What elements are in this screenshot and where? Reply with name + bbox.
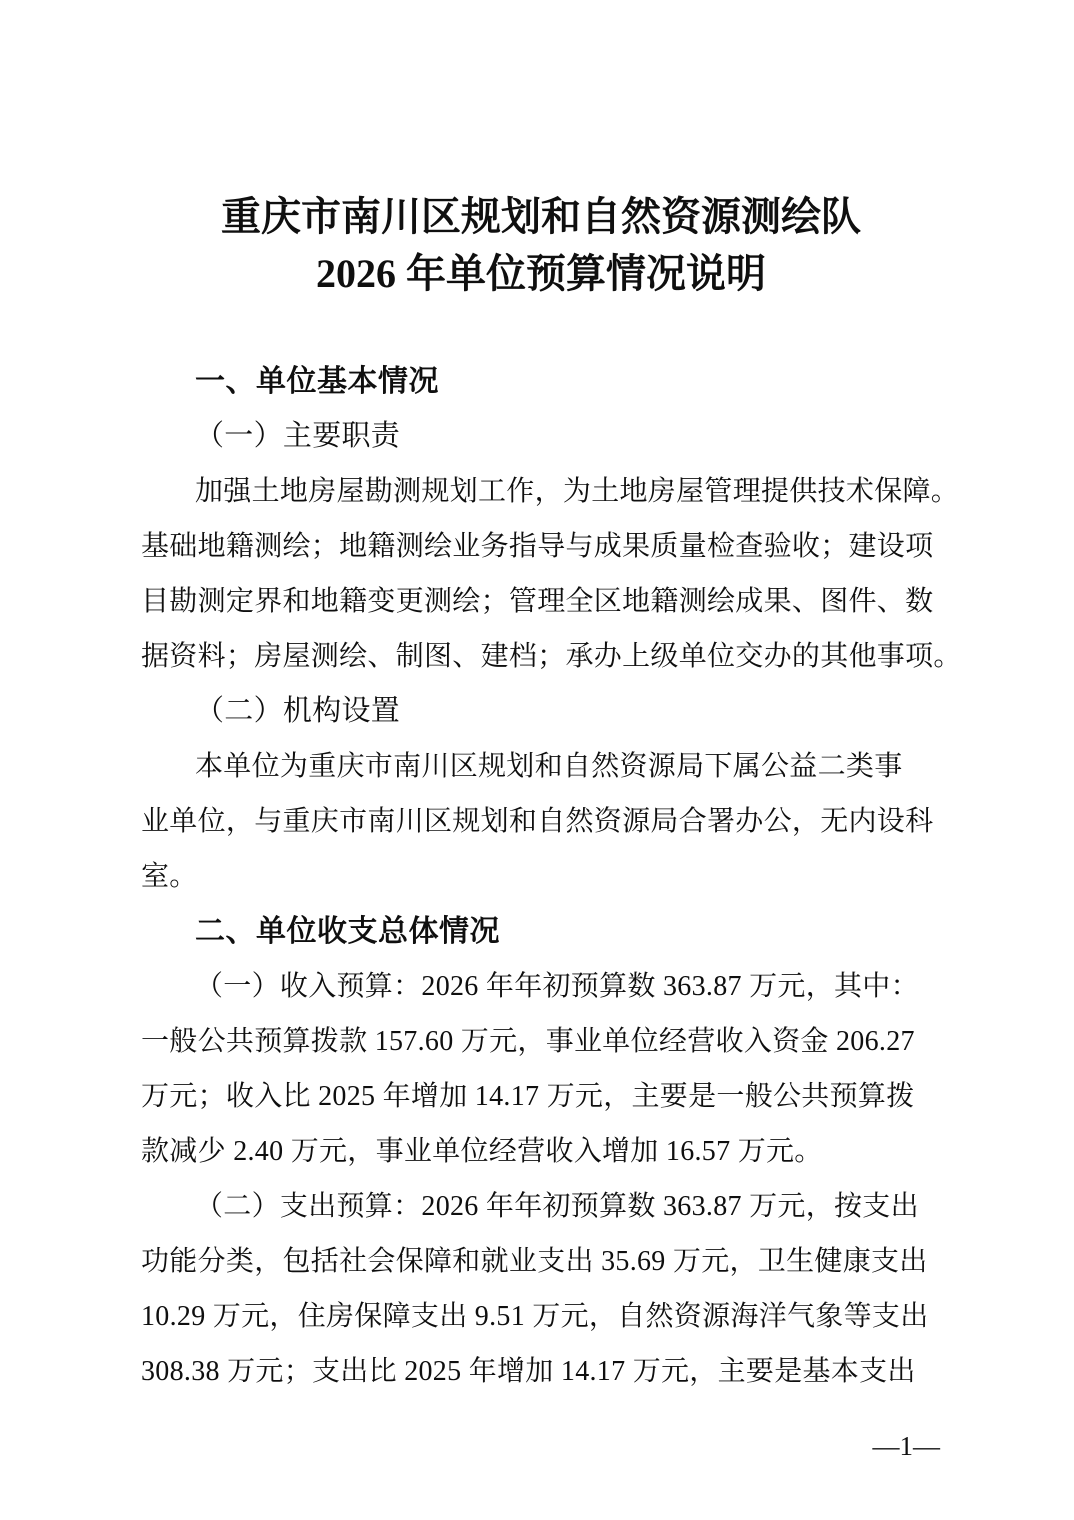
income-budget-paragraph-line: （一）收入预算：2026 年年初预算数 363.87 万元，其中： bbox=[195, 971, 919, 1002]
organization-paragraph-line: 室。 bbox=[141, 861, 198, 892]
organization-paragraph-line: 业单位，与重庆市南川区规划和自然资源局合署办公，无内设科 bbox=[141, 806, 934, 837]
income-budget-paragraph-line: 一般公共预算拨款 157.60 万元，事业单位经营收入资金 206.27 bbox=[141, 1026, 915, 1057]
expenditure-budget-paragraph-line: （二）支出预算：2026 年年初预算数 363.87 万元，按支出 bbox=[195, 1191, 919, 1222]
document-content bbox=[141, 188, 962, 1399]
subsection-1-1-heading: （一）主要职责 bbox=[195, 420, 401, 452]
duties-paragraph-line: 加强土地房屋勘测规划工作，为土地房屋管理提供技术保障。 bbox=[195, 476, 960, 507]
section-1-heading: 一、单位基本情况 bbox=[195, 365, 439, 398]
duties-paragraph-line: 基础地籍测绘；地籍测绘业务指导与成果质量检查验收；建设项 bbox=[141, 531, 934, 562]
duties-paragraph-line: 据资料；房屋测绘、制图、建档；承办上级单位交办的其他事项。 bbox=[141, 641, 962, 672]
income-budget-paragraph-line: 万元；收入比 2025 年增加 14.17 万元，主要是一般公共预算拨 bbox=[141, 1081, 915, 1112]
duties-paragraph-line: 目勘测定界和地籍变更测绘；管理全区地籍测绘成果、图件、数 bbox=[141, 586, 934, 617]
organization-paragraph-line: 本单位为重庆市南川区规划和自然资源局下属公益二类事 bbox=[195, 751, 903, 782]
expenditure-budget-paragraph-line: 10.29 万元，住房保障支出 9.51 万元，自然资源海洋气象等支出 bbox=[141, 1301, 929, 1332]
expenditure-budget-paragraph-line: 308.38 万元；支出比 2025 年增加 14.17 万元，主要是基本支出 bbox=[141, 1356, 916, 1387]
document-title-line-1: 重庆市南川区规划和自然资源测绘队 bbox=[221, 194, 861, 239]
page-number: —1— bbox=[872, 1431, 940, 1461]
document-title-line-2: 2026 年单位预算情况说明 bbox=[316, 251, 766, 296]
income-budget-paragraph-line: 款减少 2.40 万元，事业单位经营收入增加 16.57 万元。 bbox=[141, 1136, 823, 1167]
section-2-heading: 二、单位收支总体情况 bbox=[195, 915, 500, 948]
subsection-1-2-heading: （二）机构设置 bbox=[195, 695, 401, 727]
expenditure-budget-paragraph-line: 功能分类，包括社会保障和就业支出 35.69 万元，卫生健康支出 bbox=[141, 1246, 928, 1277]
